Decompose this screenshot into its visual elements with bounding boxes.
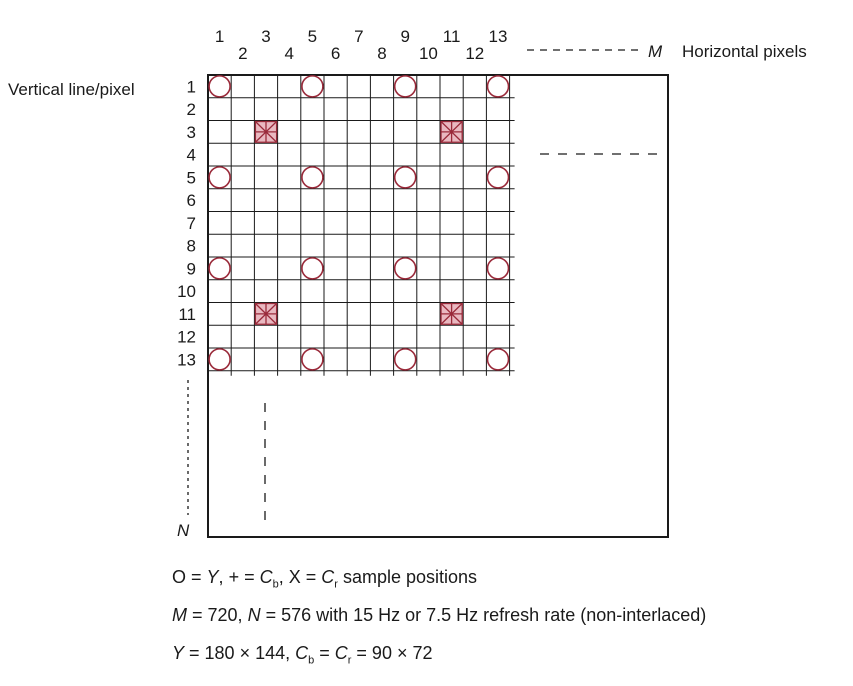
- legend-sub-b: b: [308, 654, 315, 667]
- column-number: 13: [488, 27, 508, 46]
- y-sample-circle: [488, 76, 509, 97]
- legend-text: ,: [278, 567, 289, 587]
- row-number: 13: [177, 350, 196, 370]
- legend-text: = 576 with 15 Hz or 7.5 Hz refresh rate (non-interlaced): [260, 605, 707, 625]
- legend-c: C: [321, 567, 335, 587]
- y-sample-circle: [302, 167, 323, 188]
- legend-y: Y: [172, 643, 185, 663]
- column-number: 2: [238, 44, 248, 63]
- column-number: 4: [284, 44, 294, 63]
- column-number: 11: [442, 27, 461, 46]
- legend-n: N: [247, 605, 261, 625]
- row-number: 5: [186, 168, 196, 188]
- y-symbol-circle: O: [172, 567, 187, 587]
- horizontal-pixels-label: Horizontal pixels: [682, 42, 807, 61]
- column-number: 5: [307, 27, 318, 46]
- y-sample-circle: [488, 258, 509, 279]
- legend-c: C: [259, 567, 273, 587]
- y-sample-circle: [302, 349, 323, 370]
- legend-text: =: [314, 643, 335, 663]
- row-number: 9: [186, 259, 196, 279]
- row-number: 12: [177, 327, 196, 347]
- n-axis-label: N: [177, 521, 190, 540]
- y-sample-circle: [395, 167, 416, 188]
- row-numbers: [177, 77, 196, 369]
- legend-text: sample positions: [337, 567, 478, 587]
- column-number: 6: [330, 44, 341, 63]
- y-sample-circle: [488, 349, 509, 370]
- legend-m: M: [172, 605, 187, 625]
- y-sample-circle: [209, 76, 230, 97]
- column-number: 9: [400, 27, 410, 46]
- cr-symbol-x: X: [288, 567, 301, 587]
- y-sample-circle: [302, 76, 323, 97]
- row-number: 7: [186, 213, 196, 233]
- legend-sample-positions: [172, 567, 477, 591]
- chroma-sample-marker: [441, 304, 462, 325]
- row-number: 10: [177, 282, 196, 302]
- legend-c: C: [334, 643, 348, 663]
- column-number: 12: [465, 44, 485, 63]
- m-axis-label: M: [648, 42, 663, 61]
- row-number: 11: [178, 304, 196, 324]
- row-number: 1: [186, 77, 196, 97]
- column-number: 8: [377, 44, 387, 63]
- chroma-sample-marker: [441, 122, 462, 143]
- legend-text: = 180 × 144,: [184, 643, 296, 663]
- y-sample-circle: [395, 349, 416, 370]
- y-sample-circle: [209, 258, 230, 279]
- legend-text: = 90 × 72: [351, 643, 433, 663]
- legend-text: = 720,: [187, 605, 248, 625]
- cb-symbol-plus: +: [228, 567, 240, 587]
- row-number: 2: [186, 100, 196, 120]
- legend-sub-r: r: [347, 654, 352, 667]
- row-number: 8: [186, 236, 196, 256]
- column-number: 7: [354, 27, 364, 46]
- y-sample-circle: [302, 258, 323, 279]
- legend-c: C: [295, 643, 309, 663]
- vertical-line-pixel-label: Vertical line/pixel: [8, 80, 135, 99]
- legend-sub-b: b: [272, 578, 279, 591]
- column-numbers: [215, 27, 508, 63]
- column-number: 1: [214, 27, 225, 46]
- pixel-grid: [208, 75, 515, 376]
- legend-y: Y: [206, 567, 219, 587]
- y-sample-circle: [488, 167, 509, 188]
- legend-text: ,: [218, 567, 229, 587]
- chroma-sample-marker: [255, 304, 276, 325]
- legend-text: =: [300, 567, 322, 587]
- row-number: 4: [186, 145, 196, 165]
- chroma-sample-marker: [255, 122, 276, 143]
- row-number: 6: [186, 191, 196, 211]
- legend-sampled-sizes: [172, 643, 433, 667]
- row-number: 3: [186, 122, 196, 142]
- column-number: 10: [418, 44, 438, 63]
- y-sample-circle: [209, 349, 230, 370]
- column-number: 3: [261, 27, 271, 46]
- legend-resolution: [172, 605, 706, 626]
- legend-sub-r: r: [334, 578, 338, 591]
- y-sample-circle: [209, 167, 230, 188]
- legend-text: =: [186, 567, 207, 587]
- legend-text: =: [239, 567, 260, 587]
- y-sample-circle: [395, 76, 416, 97]
- y-sample-circle: [395, 258, 416, 279]
